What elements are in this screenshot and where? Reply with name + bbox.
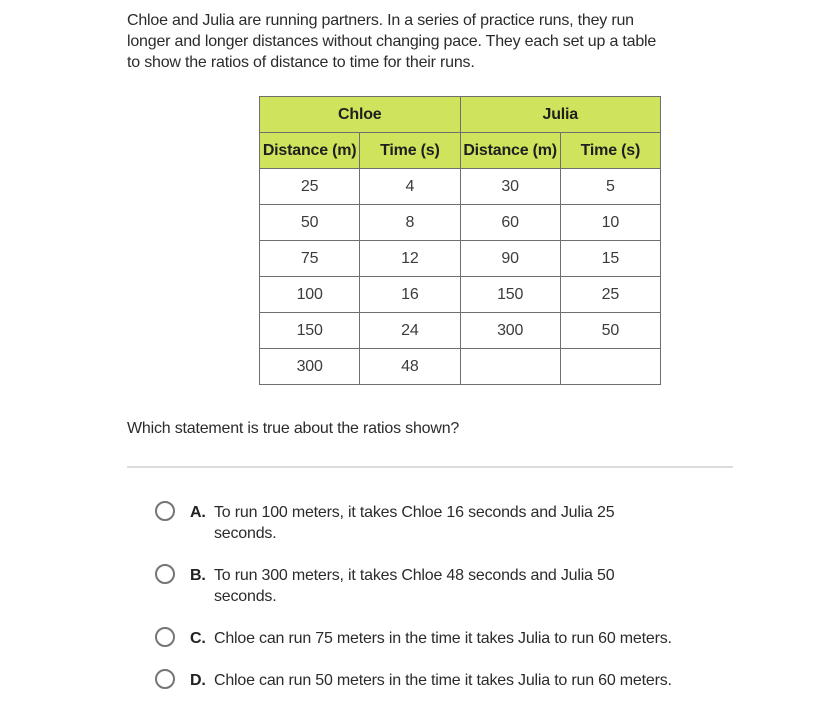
table-cell: 10	[560, 205, 660, 241]
answer-options	[127, 502, 793, 691]
table-column-header: Time (s)	[560, 133, 660, 169]
radio-button-b[interactable]	[155, 564, 175, 584]
option-text-line: seconds.	[214, 588, 277, 605]
option-text	[214, 670, 672, 691]
divider	[127, 466, 733, 468]
radio-button-a[interactable]	[155, 501, 175, 521]
table-cell: 50	[260, 205, 360, 241]
intro-line: Chloe and Julia are running partners. In a series of practice runs, they run	[127, 12, 634, 29]
option-letter: B.	[190, 567, 206, 584]
answer-option-b[interactable]	[155, 565, 793, 607]
table-column-header: Distance (m)	[260, 133, 360, 169]
option-text	[214, 628, 672, 649]
table-cell: 300	[460, 313, 560, 349]
option-letter: A.	[190, 504, 206, 521]
answer-option-c[interactable]	[155, 628, 793, 649]
table-cell	[560, 349, 660, 385]
table-cell: 100	[260, 277, 360, 313]
option-letter: C.	[190, 630, 206, 647]
table-column-header: Distance (m)	[460, 133, 560, 169]
table-cell: 15	[560, 241, 660, 277]
table-cell: 90	[460, 241, 560, 277]
table-row	[260, 277, 661, 313]
table-cell: 30	[460, 169, 560, 205]
table-cell: 16	[360, 277, 460, 313]
answer-option-d[interactable]	[155, 670, 793, 691]
ratio-table	[259, 96, 661, 385]
table-group-header-chloe: Chloe	[260, 97, 461, 133]
answer-option-a[interactable]	[155, 502, 793, 544]
table-cell: 5	[560, 169, 660, 205]
table-column-header-row	[260, 133, 661, 169]
option-text-line: seconds.	[214, 525, 277, 542]
option-text-line: Chloe can run 75 meters in the time it takes Julia to run 60 meters.	[214, 630, 672, 647]
table-cell: 25	[560, 277, 660, 313]
option-text	[214, 502, 614, 544]
option-letter: D.	[190, 672, 206, 689]
table-row	[260, 205, 661, 241]
table-cell: 150	[260, 313, 360, 349]
table-row	[260, 169, 661, 205]
radio-button-d[interactable]	[155, 669, 175, 689]
radio-button-c[interactable]	[155, 627, 175, 647]
table-cell: 75	[260, 241, 360, 277]
table-row	[260, 349, 661, 385]
option-text-line: Chloe can run 50 meters in the time it takes Julia to run 60 meters.	[214, 672, 672, 689]
table-column-header: Time (s)	[360, 133, 460, 169]
table-cell: 50	[560, 313, 660, 349]
table-row	[260, 241, 661, 277]
table-group-header-row	[260, 97, 661, 133]
intro-text	[127, 10, 793, 73]
table-cell: 150	[460, 277, 560, 313]
table-cell: 4	[360, 169, 460, 205]
table-cell: 24	[360, 313, 460, 349]
table-cell	[460, 349, 560, 385]
intro-line: longer and longer distances without changing pace. They each set up a table	[127, 33, 657, 50]
option-text	[214, 565, 614, 607]
table-cell: 48	[360, 349, 460, 385]
table-cell: 12	[360, 241, 460, 277]
intro-line: to show the ratios of distance to time for their runs.	[127, 54, 475, 71]
table-cell: 60	[460, 205, 560, 241]
question-text: Which statement is true about the ratios shown?	[127, 420, 460, 437]
table-row	[260, 313, 661, 349]
table-cell: 8	[360, 205, 460, 241]
table-cell: 300	[260, 349, 360, 385]
table-group-header-julia: Julia	[460, 97, 661, 133]
table-cell: 25	[260, 169, 360, 205]
option-text-line: To run 300 meters, it takes Chloe 48 seconds and Julia 50	[214, 567, 615, 584]
option-text-line: To run 100 meters, it takes Chloe 16 seconds and Julia 25	[214, 504, 615, 521]
